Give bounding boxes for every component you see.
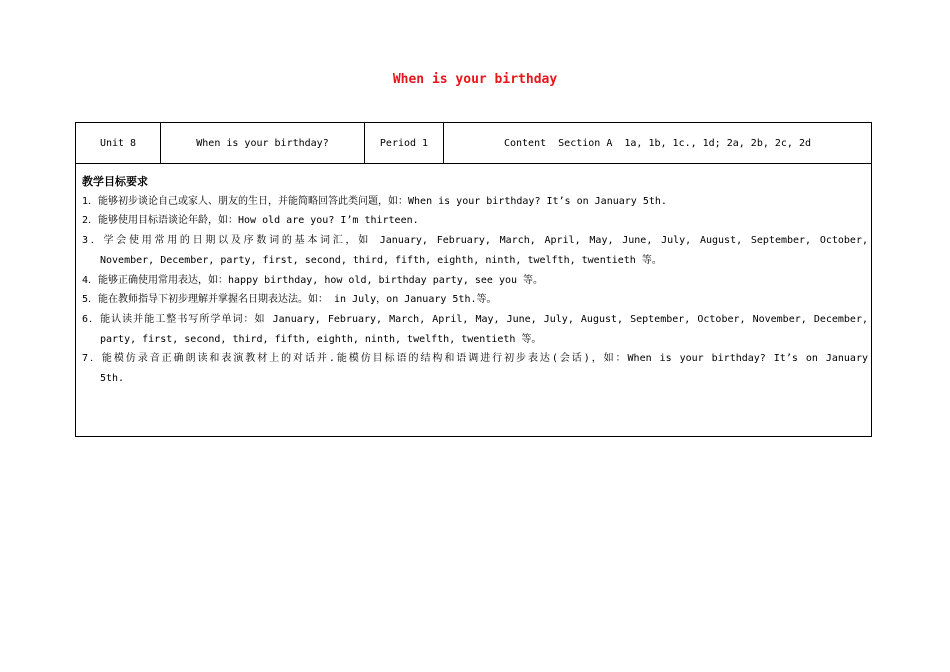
objective-line: 2．能够使用目标语谈论年龄，如：How old are you? I’m thirteen.	[82, 215, 419, 227]
document-title: When is your birthday	[392, 72, 558, 87]
period-cell: Period 1	[365, 123, 444, 163]
objectives-cell	[82, 172, 868, 389]
objective-line: 7．能模仿录音正确朗读和表演教材上的对话并.能模仿目标语的结构和语调进行初步表达(会话)，如：When is your birthday? It’s on January	[82, 353, 868, 365]
objective-item-2	[82, 211, 868, 231]
objective-line: 3．学会使用常用的日期以及序数词的基本词汇，如 January, February, March, April, May, June, July, August, September, October,	[82, 235, 868, 247]
objective-item-5	[82, 290, 868, 310]
objectives-heading: 教学目标要求	[82, 175, 148, 188]
objective-item-7	[82, 349, 868, 388]
objective-line: 4．能够正确使用常用表达，如：happy birthday, how old, birthday party, see you 等。	[82, 274, 544, 286]
objective-line-continued: 5th.	[100, 373, 125, 385]
objective-item-6	[82, 310, 868, 349]
content-cell: Content Section A 1a, 1b, 1c., 1d; 2a, 2b, 2c, 2d	[503, 137, 812, 149]
objective-line: 1．能够初步谈论自己或家人、朋友的生日，并能简略回答此类问题，如：When is your birthday? It’s on January 5th.	[82, 195, 667, 207]
objective-item-3	[82, 231, 868, 270]
objective-line-continued: November, December, party, first, second, third, fifth, eighth, ninth, twelfth, twentieth 等。	[100, 254, 662, 266]
unit-cell: Unit 8	[76, 123, 161, 163]
objective-item-4	[82, 271, 868, 291]
lesson-plan-table	[75, 122, 872, 437]
topic-cell: When is your birthday?	[161, 123, 365, 163]
objective-line: 6．能认读并能工整书写所学单词：如 January, February, March, April, May, June, July, August, September, October, November, December,	[82, 313, 868, 325]
objective-item-1	[82, 192, 868, 212]
table-header-row	[76, 123, 871, 164]
objective-line-continued: party, first, second, third, fifth, eighth, ninth, twelfth, twentieth 等。	[100, 333, 542, 345]
objective-line: 5．能在教师指导下初步理解并掌握名日期表达法。如： in July，on January 5th.等。	[82, 294, 497, 306]
